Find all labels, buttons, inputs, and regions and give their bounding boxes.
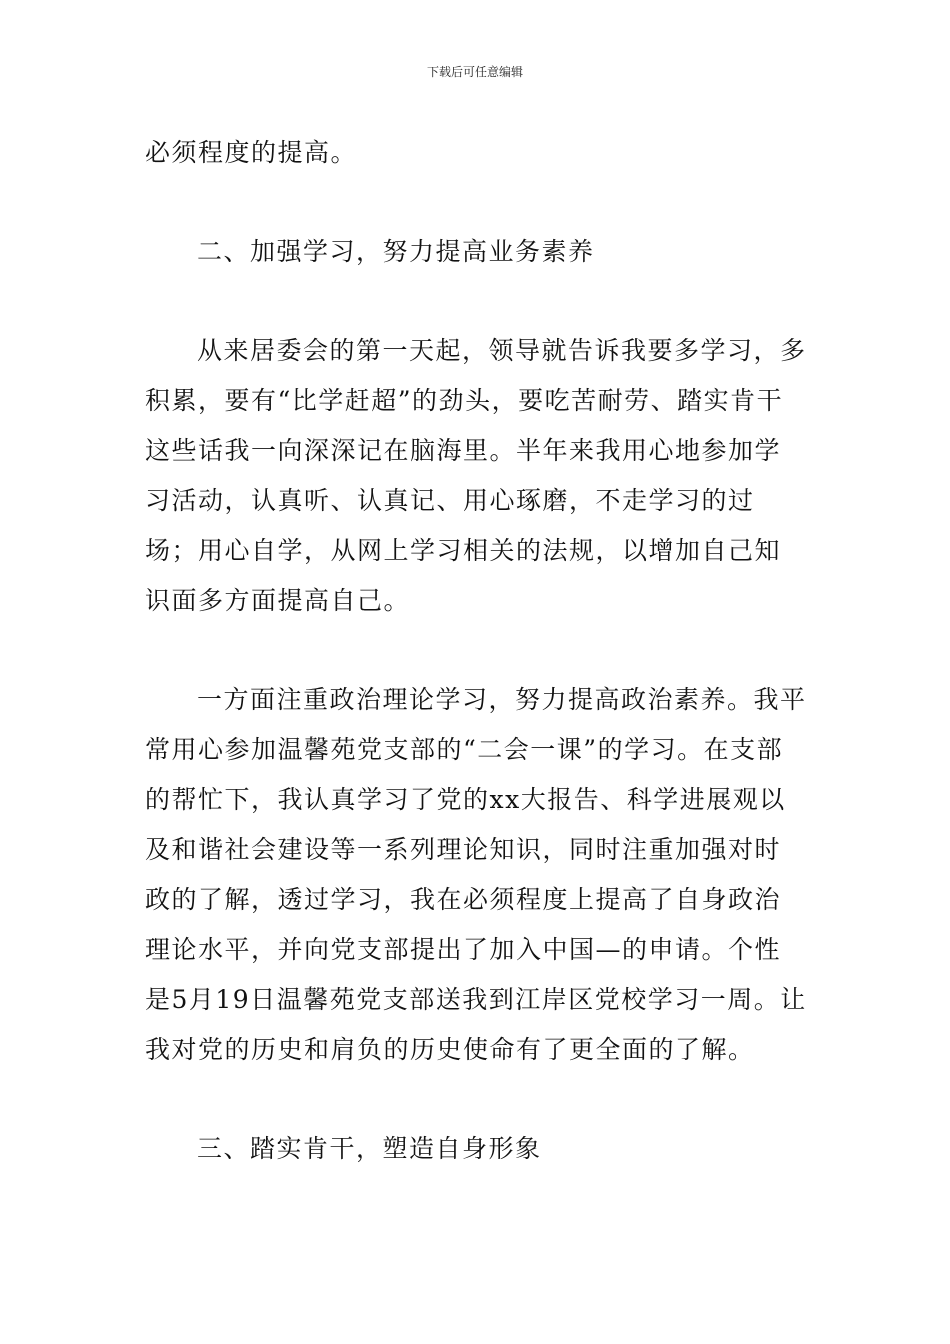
paragraph-continuation: 必须程度的提高。 [145,138,358,167]
paragraph-study: 从来居委会的第一天起，领导就告诉我要多学习，多积累，要有“比学赶超”的劲头，要吃苦耐劳、踏实肯干这些话我一向深深记在脑海里。半年来我用心地参加学习活动，认真听、认真记、用心琢磨，不走学习的过场；用心自学，从网上学习相关的法规，以增加自己知识面多方面提高自己。 [145,336,807,615]
paragraph-gap [145,1075,807,1124]
paragraph-gap [145,277,807,326]
section-heading-2: 二、加强学习，努力提高业务素养 [197,237,595,266]
paragraph-political-theory: 一方面注重政治理论学习，努力提高政治素养。我平常用心参加温馨苑党支部的“二会一课”的学习。在支部的帮忙下，我认真学习了党的xx大报告、科学进展观以及和谐社会建设等一系列理论知识，同时注重加强对时政的了解，透过学习，我在必须程度上提高了自身政治理论水平，并向党支部提出了加入中国—的申请。个性是5月19日温馨苑党支部送我到江岸区党校学习一周。让我对党的历史和肩负的历史使命有了更全面的了解。 [145,685,807,1064]
document-body [145,128,807,1174]
paragraph-gap [145,626,807,675]
page-header-note: 下载后可任意编辑 [426,65,523,79]
paragraph-gap [145,178,807,227]
section-heading-3: 三、踏实肯干，塑造自身形象 [197,1134,542,1163]
